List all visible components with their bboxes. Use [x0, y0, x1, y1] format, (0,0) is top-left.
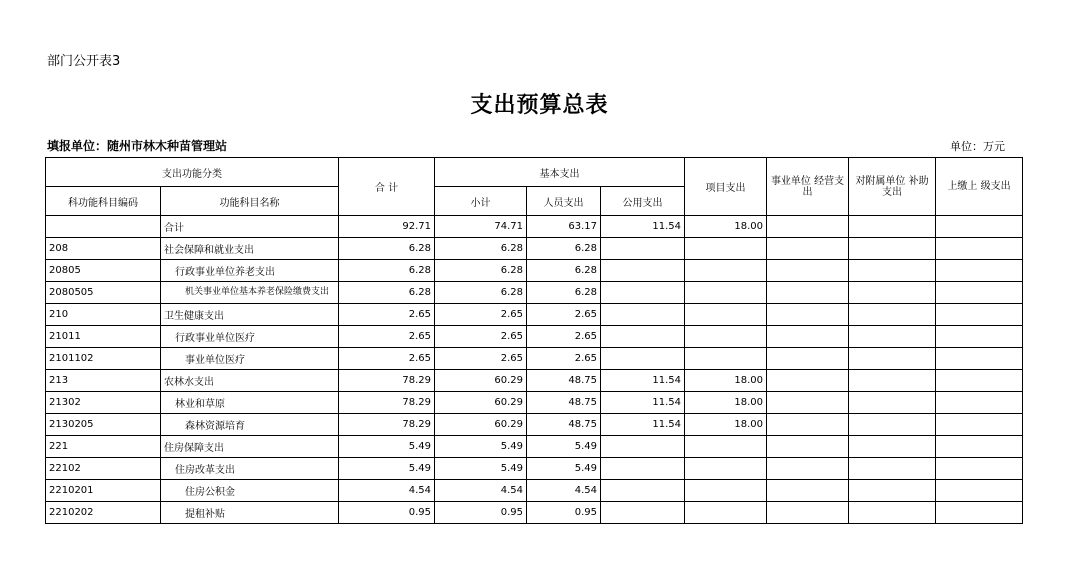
cell-upper	[936, 216, 1023, 238]
table-row	[46, 436, 1023, 458]
cell-upper	[936, 436, 1023, 458]
cell-total: 92.71	[339, 216, 435, 238]
cell-public	[601, 282, 685, 304]
cell-personnel: 2.65	[527, 304, 601, 326]
cell-name: 社会保障和就业支出	[161, 238, 339, 260]
cell-code: 2130205	[46, 414, 161, 436]
cell-enterprise	[767, 326, 849, 348]
cell-code: 210	[46, 304, 161, 326]
cell-name: 住房公积金	[161, 480, 339, 502]
cell-subtotal: 2.65	[435, 304, 527, 326]
cell-code: 221	[46, 436, 161, 458]
cell-total: 6.28	[339, 238, 435, 260]
table-row	[46, 502, 1023, 524]
cell-upper	[936, 370, 1023, 392]
header-personnel: 人员支出	[527, 187, 601, 216]
cell-name: 住房改革支出	[161, 458, 339, 480]
cell-personnel: 48.75	[527, 392, 601, 414]
header-name: 功能科目名称	[161, 187, 339, 216]
cell-subtotal: 5.49	[435, 458, 527, 480]
cell-code: 21011	[46, 326, 161, 348]
cell-subsidy	[849, 370, 936, 392]
cell-upper	[936, 458, 1023, 480]
cell-public	[601, 348, 685, 370]
cell-public	[601, 260, 685, 282]
cell-code: 20805	[46, 260, 161, 282]
cell-upper	[936, 392, 1023, 414]
cell-personnel: 5.49	[527, 458, 601, 480]
cell-subsidy	[849, 458, 936, 480]
cell-project	[685, 348, 767, 370]
cell-project: 18.00	[685, 216, 767, 238]
cell-project: 18.00	[685, 370, 767, 392]
cell-public	[601, 502, 685, 524]
cell-subsidy	[849, 348, 936, 370]
cell-subtotal: 6.28	[435, 238, 527, 260]
cell-name: 合计	[161, 216, 339, 238]
table-row	[46, 480, 1023, 502]
cell-enterprise	[767, 238, 849, 260]
cell-code: 2101102	[46, 348, 161, 370]
header-public: 公用支出	[601, 187, 685, 216]
cell-upper	[936, 238, 1023, 260]
cell-personnel: 6.28	[527, 282, 601, 304]
cell-enterprise	[767, 414, 849, 436]
cell-project	[685, 436, 767, 458]
cell-total: 4.54	[339, 480, 435, 502]
cell-project: 18.00	[685, 414, 767, 436]
cell-upper	[936, 282, 1023, 304]
cell-total: 78.29	[339, 414, 435, 436]
cell-subsidy	[849, 436, 936, 458]
cell-public	[601, 304, 685, 326]
cell-enterprise	[767, 370, 849, 392]
header-total: 合 计	[339, 158, 435, 216]
cell-enterprise	[767, 216, 849, 238]
cell-subsidy	[849, 414, 936, 436]
currency-unit: 单位：万元	[950, 140, 1005, 153]
cell-enterprise	[767, 436, 849, 458]
cell-public: 11.54	[601, 216, 685, 238]
cell-enterprise	[767, 480, 849, 502]
cell-name: 事业单位医疗	[161, 348, 339, 370]
cell-subsidy	[849, 216, 936, 238]
cell-name: 行政事业单位医疗	[161, 326, 339, 348]
cell-public	[601, 436, 685, 458]
cell-name: 机关事业单位基本养老保险缴费支出	[161, 282, 339, 304]
cell-enterprise	[767, 282, 849, 304]
header-func-class: 支出功能分类	[46, 158, 339, 187]
cell-total: 2.65	[339, 326, 435, 348]
cell-code: 213	[46, 370, 161, 392]
table-row	[46, 304, 1023, 326]
cell-public: 11.54	[601, 392, 685, 414]
page-title: 支出预算总表	[470, 92, 609, 118]
cell-total: 6.28	[339, 260, 435, 282]
cell-enterprise	[767, 304, 849, 326]
cell-code: 2210202	[46, 502, 161, 524]
cell-subtotal: 2.65	[435, 326, 527, 348]
cell-public: 11.54	[601, 370, 685, 392]
cell-code: 208	[46, 238, 161, 260]
cell-code: 21302	[46, 392, 161, 414]
cell-public	[601, 458, 685, 480]
cell-enterprise	[767, 348, 849, 370]
table-body	[46, 216, 1023, 524]
cell-personnel: 48.75	[527, 414, 601, 436]
cell-project	[685, 260, 767, 282]
cell-subsidy	[849, 282, 936, 304]
header-upper: 上缴上 级支出	[936, 158, 1023, 216]
cell-upper	[936, 260, 1023, 282]
cell-subsidy	[849, 392, 936, 414]
header-subsidy: 对附属单位 补助支出	[849, 158, 936, 216]
cell-code: 2080505	[46, 282, 161, 304]
cell-name: 卫生健康支出	[161, 304, 339, 326]
table-row	[46, 260, 1023, 282]
cell-subtotal: 2.65	[435, 348, 527, 370]
cell-enterprise	[767, 260, 849, 282]
cell-subtotal: 74.71	[435, 216, 527, 238]
header-enterprise: 事业单位 经营支出	[767, 158, 849, 216]
header-project: 项目支出	[685, 158, 767, 216]
cell-upper	[936, 480, 1023, 502]
cell-public	[601, 238, 685, 260]
cell-public	[601, 480, 685, 502]
cell-upper	[936, 304, 1023, 326]
cell-subsidy	[849, 480, 936, 502]
form-number: 部门公开表3	[47, 54, 121, 69]
cell-code	[46, 216, 161, 238]
table-row	[46, 326, 1023, 348]
cell-total: 2.65	[339, 304, 435, 326]
table-row	[46, 216, 1023, 238]
cell-total: 5.49	[339, 436, 435, 458]
cell-project	[685, 480, 767, 502]
table-row	[46, 238, 1023, 260]
cell-total: 78.29	[339, 392, 435, 414]
cell-total: 6.28	[339, 282, 435, 304]
cell-project	[685, 238, 767, 260]
cell-upper	[936, 502, 1023, 524]
cell-code: 2210201	[46, 480, 161, 502]
cell-name: 森林资源培育	[161, 414, 339, 436]
cell-code: 22102	[46, 458, 161, 480]
cell-subtotal: 6.28	[435, 260, 527, 282]
cell-personnel: 2.65	[527, 348, 601, 370]
table-row	[46, 348, 1023, 370]
cell-subtotal: 6.28	[435, 282, 527, 304]
cell-project: 18.00	[685, 392, 767, 414]
cell-subsidy	[849, 238, 936, 260]
cell-personnel: 6.28	[527, 238, 601, 260]
header-code: 科功能科目编码	[46, 187, 161, 216]
cell-project	[685, 304, 767, 326]
cell-enterprise	[767, 458, 849, 480]
cell-total: 0.95	[339, 502, 435, 524]
cell-personnel: 2.65	[527, 326, 601, 348]
cell-name: 林业和草原	[161, 392, 339, 414]
header-subtotal: 小计	[435, 187, 527, 216]
cell-personnel: 48.75	[527, 370, 601, 392]
cell-project	[685, 502, 767, 524]
cell-total: 2.65	[339, 348, 435, 370]
cell-subsidy	[849, 326, 936, 348]
cell-subtotal: 0.95	[435, 502, 527, 524]
budget-table	[45, 157, 1023, 524]
cell-personnel: 6.28	[527, 260, 601, 282]
table-row	[46, 282, 1023, 304]
cell-enterprise	[767, 392, 849, 414]
cell-total: 78.29	[339, 370, 435, 392]
cell-personnel: 5.49	[527, 436, 601, 458]
cell-subtotal: 60.29	[435, 392, 527, 414]
cell-subtotal: 5.49	[435, 436, 527, 458]
cell-total: 5.49	[339, 458, 435, 480]
cell-name: 行政事业单位养老支出	[161, 260, 339, 282]
cell-name: 提租补贴	[161, 502, 339, 524]
reporting-unit: 填报单位：随州市林木种苗管理站	[47, 139, 228, 153]
cell-personnel: 0.95	[527, 502, 601, 524]
cell-subsidy	[849, 502, 936, 524]
table-row	[46, 392, 1023, 414]
cell-subtotal: 4.54	[435, 480, 527, 502]
table-row	[46, 458, 1023, 480]
cell-name: 农林水支出	[161, 370, 339, 392]
cell-upper	[936, 326, 1023, 348]
cell-personnel: 63.17	[527, 216, 601, 238]
cell-project	[685, 458, 767, 480]
cell-upper	[936, 414, 1023, 436]
cell-subtotal: 60.29	[435, 370, 527, 392]
header-basic: 基本支出	[435, 158, 685, 187]
cell-subsidy	[849, 304, 936, 326]
cell-subsidy	[849, 260, 936, 282]
cell-subtotal: 60.29	[435, 414, 527, 436]
cell-enterprise	[767, 502, 849, 524]
cell-personnel: 4.54	[527, 480, 601, 502]
cell-name: 住房保障支出	[161, 436, 339, 458]
cell-public	[601, 326, 685, 348]
cell-public: 11.54	[601, 414, 685, 436]
table-row	[46, 414, 1023, 436]
cell-upper	[936, 348, 1023, 370]
cell-project	[685, 282, 767, 304]
cell-project	[685, 326, 767, 348]
table-row	[46, 370, 1023, 392]
